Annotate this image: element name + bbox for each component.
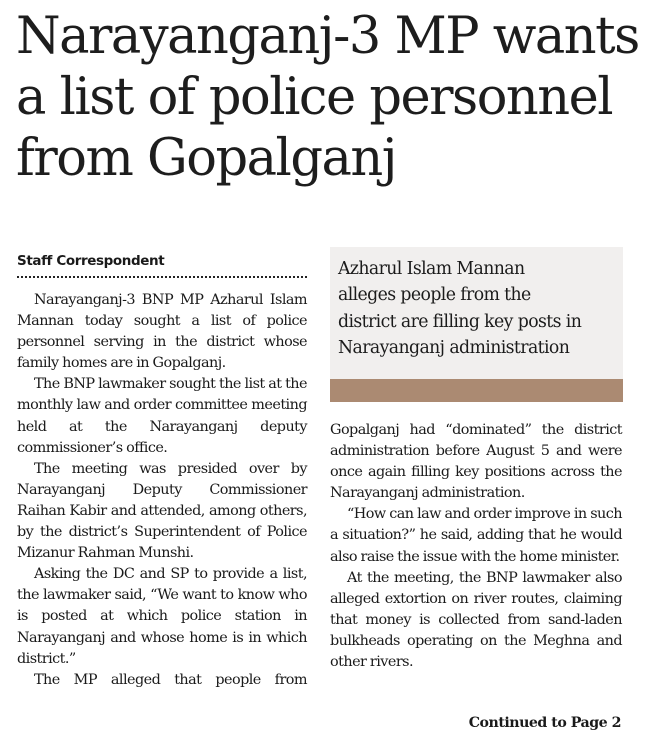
- headline: [16, 6, 646, 189]
- body-paragraph: Narayanganj-3 BNP MP Azharul Islam Mannan today sought a list of police personnel serving in the district whose family homes are in Gopalganj.: [17, 292, 307, 372]
- body-column-left: [17, 290, 307, 691]
- continued-jump-line[interactable]: Continued to Page 2: [468, 715, 621, 731]
- body-paragraph: Asking the DC and SP to provide a list, the lawmaker said, “We want to know who is posted at which police station in Narayanganj and whose home is in which district.”: [17, 566, 307, 667]
- headline-line: Narayanganj-3 MP wants: [16, 7, 639, 66]
- body-column-right: [330, 420, 622, 673]
- body-paragraph: The BNP lawmaker sought the list at the monthly law and order committee meeting held at the Narayanganj deputy commissioner’s office.: [17, 376, 307, 456]
- pull-quote-line: alleges people from the: [338, 285, 531, 306]
- pull-quote-accent-bar: [330, 379, 623, 402]
- body-paragraph: “How can law and order improve in such a situation?” he said, adding that he would also raise the issue with the home minister.: [330, 506, 622, 565]
- pull-quote: [330, 247, 623, 402]
- pull-quote-line: Azharul Islam Mannan: [338, 259, 525, 279]
- pull-quote-line: district are filling key posts in: [338, 311, 582, 332]
- body-paragraph: The MP alleged that people from: [34, 671, 307, 688]
- pull-quote-text: [338, 256, 623, 361]
- pull-quote-line: Narayanganj administration: [338, 337, 570, 358]
- body-paragraph: At the meeting, the BNP lawmaker also alleged extortion on river routes, claiming that money is collected from sand-laden bulkheads operating on the Meghna and other rivers.: [330, 569, 622, 671]
- headline-line: from Gopalganj: [16, 129, 397, 188]
- headline-line: a list of police personnel: [16, 68, 613, 127]
- body-paragraph: The meeting was presided over by Narayanganj Deputy Commissioner Raihan Kabir and attended, among others, by the district’s Superintendent of Police Mizanur Rahman Munshi.: [17, 460, 307, 562]
- body-paragraph: Gopalganj had “dominated” the district administration before August 5 and were once again filling key positions across the Narayanganj administration.: [330, 422, 622, 502]
- byline-divider: [17, 276, 307, 278]
- byline: Staff Correspondent: [17, 253, 165, 269]
